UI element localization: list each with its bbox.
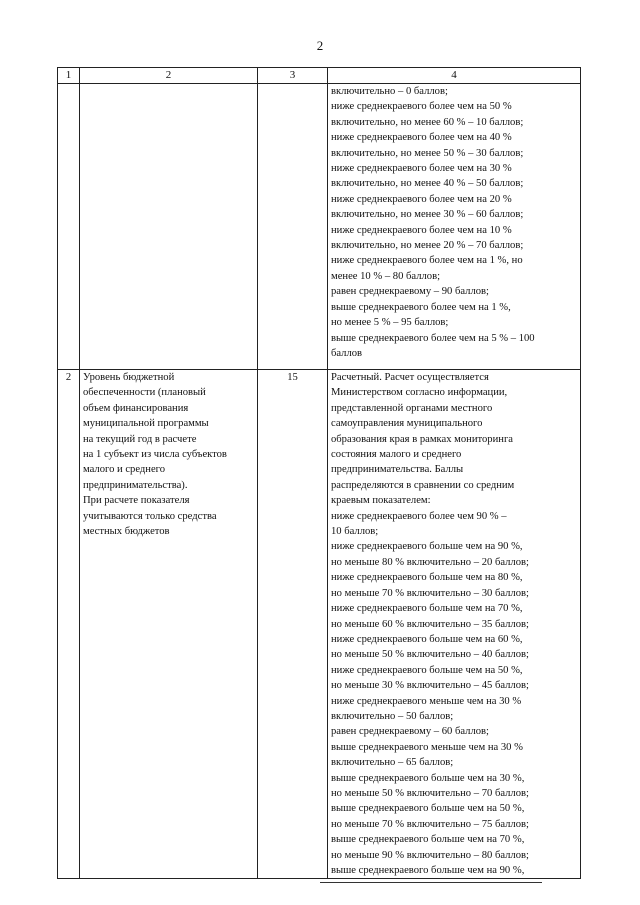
text-line: выше среднекраевого больше чем на 50 %, [331, 803, 525, 815]
text-line: Министерством согласно информации, [331, 387, 508, 399]
text-line: но меньше 50 % включительно – 70 баллов; [331, 787, 529, 799]
header-col-1: 1 [58, 68, 80, 84]
text-line: включительно – 0 баллов; [331, 86, 448, 97]
text-line: предпринимательства). [83, 479, 188, 491]
header-col-4: 4 [328, 68, 581, 84]
text-line: выше среднекраевого более чем на 1 %, [331, 301, 511, 313]
row2-method-text [331, 370, 577, 878]
text-line: на текущий год в расчете [83, 433, 197, 445]
text-line: ниже среднекраевого более чем на 1 %, но [331, 255, 523, 267]
text-line: Расчетный. Расчет осуществляется [331, 372, 489, 383]
table-header-row [58, 68, 581, 84]
text-line: включительно – 65 баллов; [331, 757, 454, 769]
row2-indicator-cell [80, 370, 258, 879]
row2-weight-cell: 15 [258, 370, 328, 879]
text-line: но меньше 70 % включительно – 75 баллов; [331, 818, 529, 830]
text-line: но меньше 90 % включительно – 80 баллов; [331, 849, 529, 861]
text-line: включительно, но менее 60 % – 10 баллов; [331, 116, 524, 128]
row1-indicator-cell [80, 84, 258, 370]
text-line: краевым показателем: [331, 495, 431, 507]
text-line: но меньше 60 % включительно – 35 баллов; [331, 618, 529, 630]
table-row [58, 84, 581, 370]
text-line: выше среднекраевого больше чем на 70 %, [331, 834, 525, 846]
text-line: включительно, но менее 30 % – 60 баллов; [331, 209, 524, 221]
text-line: но меньше 80 % включительно – 20 баллов; [331, 556, 529, 568]
text-line: образования края в рамках мониторинга [331, 433, 513, 445]
text-line: состояния малого и среднего [331, 449, 462, 461]
text-line: но меньше 70 % включительно – 30 баллов; [331, 587, 529, 599]
text-line: ниже среднекраевого меньше чем на 30 % [331, 695, 522, 707]
text-line: но меньше 50 % включительно – 40 баллов; [331, 649, 529, 661]
text-line: ниже среднекраевого более чем на 30 % [331, 163, 512, 175]
text-line: выше среднекраевого более чем на 5 % – 100 [331, 332, 535, 344]
text-line: ниже среднекраевого больше чем на 80 %, [331, 572, 523, 584]
footer-rule [320, 882, 542, 883]
row1-method-text [331, 84, 577, 361]
text-line: местных бюджетов [83, 526, 170, 538]
text-line: ниже среднекраевого более чем на 20 % [331, 193, 512, 205]
row1-weight-cell [258, 84, 328, 370]
text-line: малого и среднего [83, 464, 166, 476]
text-line: ниже среднекраевого больше чем на 50 %, [331, 664, 523, 676]
text-line: равен среднекраевому – 90 баллов; [331, 286, 489, 298]
text-line: ниже среднекраевого более чем на 50 % [331, 101, 512, 113]
text-line: 10 баллов; [331, 526, 379, 538]
text-line: но менее 5 % – 95 баллов; [331, 317, 449, 329]
table-row [58, 370, 581, 879]
text-line: баллов [331, 347, 363, 359]
text-line: При расчете показателя [83, 495, 190, 507]
text-line: ниже среднекраевого более чем 90 % – [331, 510, 507, 522]
text-line: ниже среднекраевого больше чем на 70 %, [331, 603, 523, 615]
row1-method-cell [328, 84, 581, 370]
text-line: выше среднекраевого больше чем на 30 %, [331, 772, 525, 784]
text-line: представленной органами местного [331, 402, 493, 414]
text-line: на 1 субъект из числа субъектов [83, 449, 227, 461]
text-line: выше среднекраевого меньше чем на 30 % [331, 741, 523, 753]
text-line: предпринимательства. Баллы [331, 464, 464, 476]
text-line: ниже среднекраевого больше чем на 60 %, [331, 633, 523, 645]
text-line: обеспеченности (плановый [83, 387, 206, 399]
text-line: ниже среднекраевого больше чем на 90 %, [331, 541, 523, 553]
row2-method-cell [328, 370, 581, 879]
row2-number-cell: 2 [58, 370, 80, 879]
text-line: включительно, но менее 50 % – 30 баллов; [331, 147, 524, 159]
row1-number-cell [58, 84, 80, 370]
text-line: включительно, но менее 40 % – 50 баллов; [331, 178, 524, 190]
text-line: учитываются только средства [83, 510, 217, 522]
text-line: распределяются в сравнении со средним [331, 479, 515, 491]
text-line: ниже среднекраевого более чем на 40 % [331, 132, 512, 144]
text-line: равен среднекраевому – 60 баллов; [331, 726, 489, 738]
text-line: самоуправления муниципального [331, 418, 483, 430]
text-line: муниципальной программы [83, 418, 209, 430]
text-line: включительно – 50 баллов; [331, 710, 454, 722]
header-col-3: 3 [258, 68, 328, 84]
text-line: включительно, но менее 20 % – 70 баллов; [331, 240, 524, 252]
text-line: выше среднекраевого больше чем на 90 %, [331, 865, 525, 876]
text-line: менее 10 % – 80 баллов; [331, 270, 441, 282]
header-col-2: 2 [80, 68, 258, 84]
page-number: 2 [316, 38, 324, 53]
text-line: но меньше 30 % включительно – 45 баллов; [331, 680, 529, 692]
criteria-table [57, 67, 581, 879]
text-line: объем финансирования [83, 402, 189, 414]
row2-indicator-text [83, 370, 254, 539]
text-line: ниже среднекраевого более чем на 10 % [331, 224, 512, 236]
text-line: Уровень бюджетной [83, 372, 175, 383]
